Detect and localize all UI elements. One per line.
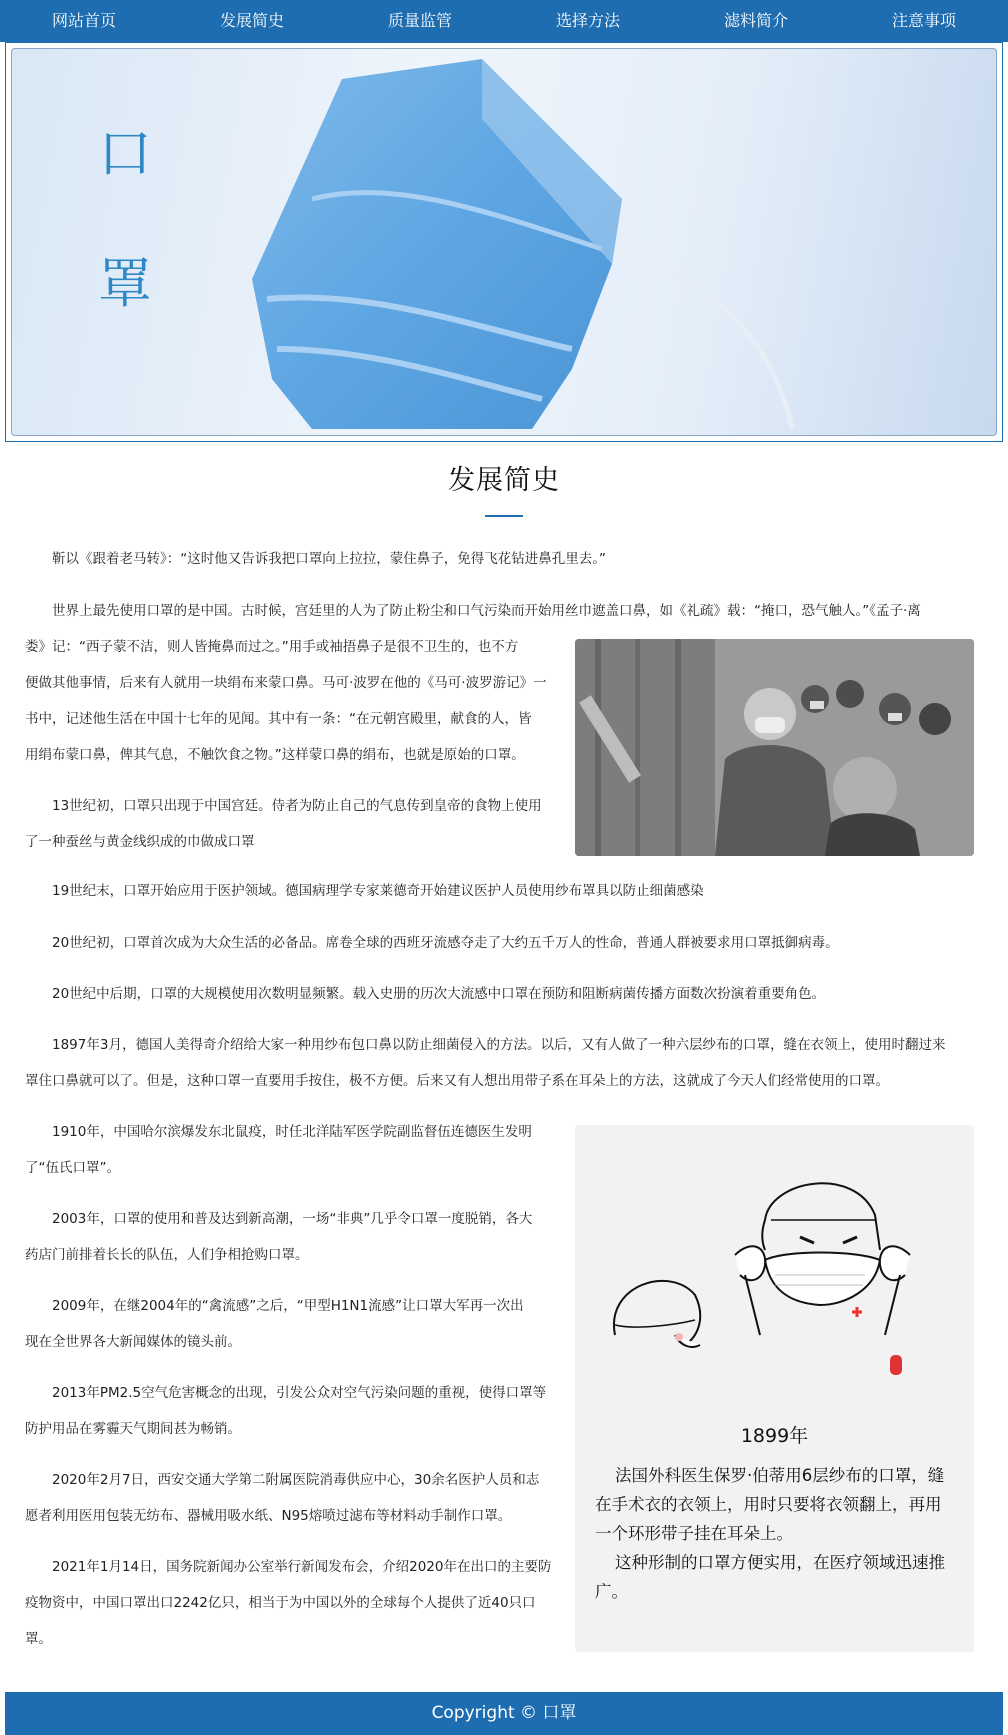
- card-text-1: 法国外科医生保罗·伯蒂用6层纱布的口罩，缝在手术衣的衣领上，用时只要将衣领翻上，再用一个环形带子挂在耳朵上。: [595, 1466, 945, 1543]
- paragraph-line: 了一种蚕丝与黄金线织成的巾做成口罩: [25, 834, 255, 850]
- paragraph-11: [25, 1375, 570, 1447]
- paragraph-3: [25, 788, 570, 860]
- paragraph-text: 20世纪初，口罩首次成为大众生活的必备品。席卷全球的西班牙流感夺走了大约五千万人的性命，普通人群被要求用口罩抵御病毒。: [52, 935, 839, 951]
- paragraph-5: [25, 925, 980, 961]
- paragraph-line: 2021年1月14日，国务院新闻办公室举行新闻发布会，介绍2020年在出口的主要防: [52, 1559, 552, 1575]
- card-year: 1899年: [740, 1425, 809, 1447]
- historic-photo-illustration: [575, 639, 974, 856]
- banner: [5, 42, 1003, 442]
- paragraph-6: [25, 976, 980, 1012]
- banner-char-1: 口: [98, 122, 152, 185]
- paragraph-line: 罩住口鼻就可以了。但是，这种口罩一直要用手按住，极不方便。后来又有人想出用带子系在耳朵上的方法，这就成了今天人们经常使用的口罩。: [25, 1073, 889, 1089]
- card-text: [595, 1461, 957, 1606]
- historic-photo: [575, 639, 974, 856]
- paragraph-line: 2009年，在继2004年的“禽流感”之后，“甲型H1N1流感”让口罩大军再一次出: [52, 1298, 524, 1314]
- paragraph-line: 愿者利用医用包装无纺布、器械用吸水纸、N95熔喷过滤布等材料动手制作口罩。: [25, 1508, 512, 1524]
- banner-title: [90, 89, 160, 349]
- paragraph-line: 药店门前排着长长的队伍，人们争相抢购口罩。: [25, 1247, 309, 1263]
- section-title: 发展简史: [448, 465, 560, 496]
- paragraph-13: [25, 1549, 570, 1657]
- paragraph-line: 防护用品在雾霾天气期间甚为畅销。: [25, 1421, 241, 1437]
- paragraph-line: 世界上最先使用口罩的是中国。古时候，宫廷里的人为了防止粉尘和口气污染而开始用丝巾遮盖口鼻，如《礼疏》载：“掩口，恐气触人。”《孟子·离: [52, 603, 921, 619]
- nav-quality[interactable]: 质量监管: [387, 11, 452, 30]
- paragraph-line: 现在全世界各大新闻媒体的镜头前。: [25, 1334, 241, 1350]
- paragraph-line: 2013年PM2.5空气危害概念的出现，引发公众对空气污染问题的重视，使得口罩等: [52, 1385, 547, 1401]
- paragraph-line: 疫物资中，中国口罩出口2242亿只，相当于为中国以外的全球每个人提供了近40只口: [25, 1595, 536, 1611]
- paragraph-line: 2020年2月7日，西安交通大学第二附属医院消毒供应中心，30余名医护人员和志: [52, 1472, 540, 1488]
- paragraph-12: [25, 1462, 570, 1534]
- paragraph-8: [25, 1114, 570, 1186]
- info-card: [575, 1125, 974, 1652]
- paragraph-line: 用绢布蒙口鼻，俾其气息，不触饮食之物。”这样蒙口鼻的绢布，也就是原始的口罩。: [25, 747, 525, 763]
- top-nav: [0, 0, 1008, 42]
- paragraph-line: 便做其他事情，后来有人就用一块绢布来蒙口鼻。马可·波罗在他的《马可·波罗游记》一: [25, 675, 547, 691]
- paragraph-line: 娄》记：“西子蒙不洁，则人皆掩鼻而过之。”用手或袖捂鼻子是很不卫生的，也不方: [25, 639, 519, 655]
- paragraph-1: [25, 541, 975, 577]
- paragraph-7: [25, 1027, 985, 1099]
- paragraph-line: 了“伍氏口罩”。: [25, 1160, 120, 1176]
- nav-filter[interactable]: 滤料简介: [723, 11, 788, 30]
- paragraph-line: 1897年3月，德国人美得奇介绍给大家一种用纱布包口鼻以防止细菌侵入的方法。以后，又有人做了一种六层纱布的口罩，缝在衣领上，使用时翻过来: [52, 1037, 946, 1053]
- title-underline: [485, 515, 523, 517]
- card-text-2: 这种形制的口罩方便实用，在医疗领域迅速推广。: [595, 1553, 945, 1601]
- paragraph-text: 20世纪中后期，口罩的大规模使用次数明显频繁。载入史册的历次大流感中口罩在预防和阻断病菌传播方面数次扮演着重要角色。: [52, 986, 826, 1002]
- footer: Copyright © 口罩: [5, 1692, 1003, 1735]
- paragraph-line: 1910年，中国哈尔滨爆发东北鼠疫，时任北洋陆军医学院副监督伍连德医生发明: [52, 1124, 532, 1140]
- paragraph-text: 19世纪末，口罩开始应用于医护领域。德国病理学专家莱德奇开始建议医护人员使用纱布罩具以防止细菌感染: [52, 883, 704, 899]
- paragraph-text: 靳以《跟着老马转》：“这时他又告诉我把口罩向上拉拉，蒙住鼻子，免得飞花钻进鼻孔里去。”: [52, 551, 606, 567]
- paragraph-9: [25, 1201, 570, 1273]
- nav-home[interactable]: 网站首页: [51, 11, 116, 30]
- banner-char-2: 罩: [98, 252, 152, 315]
- paragraph-4: [25, 873, 980, 909]
- paragraph-line: 罩。: [25, 1631, 52, 1647]
- banner-image: [11, 48, 997, 436]
- paragraph-10: [25, 1288, 570, 1360]
- doctor-illustration: [575, 1125, 974, 1415]
- nav-notes[interactable]: 注意事项: [891, 11, 956, 30]
- paragraph-line: 13世纪初，口罩只出现于中国宫廷。侍者为防止自己的气息传到皇帝的食物上使用: [52, 798, 542, 814]
- paragraph-line: 书中，记述他生活在中国十七年的见闻。其中有一条：“在元朝宫殿里，献食的人，皆: [25, 711, 532, 727]
- paragraph-line: 2003年，口罩的使用和普及达到新高潮，一场“非典”几乎令口罩一度脱销，各大: [52, 1211, 533, 1227]
- nav-history[interactable]: 发展简史: [219, 11, 284, 30]
- nav-selection[interactable]: 选择方法: [555, 11, 620, 30]
